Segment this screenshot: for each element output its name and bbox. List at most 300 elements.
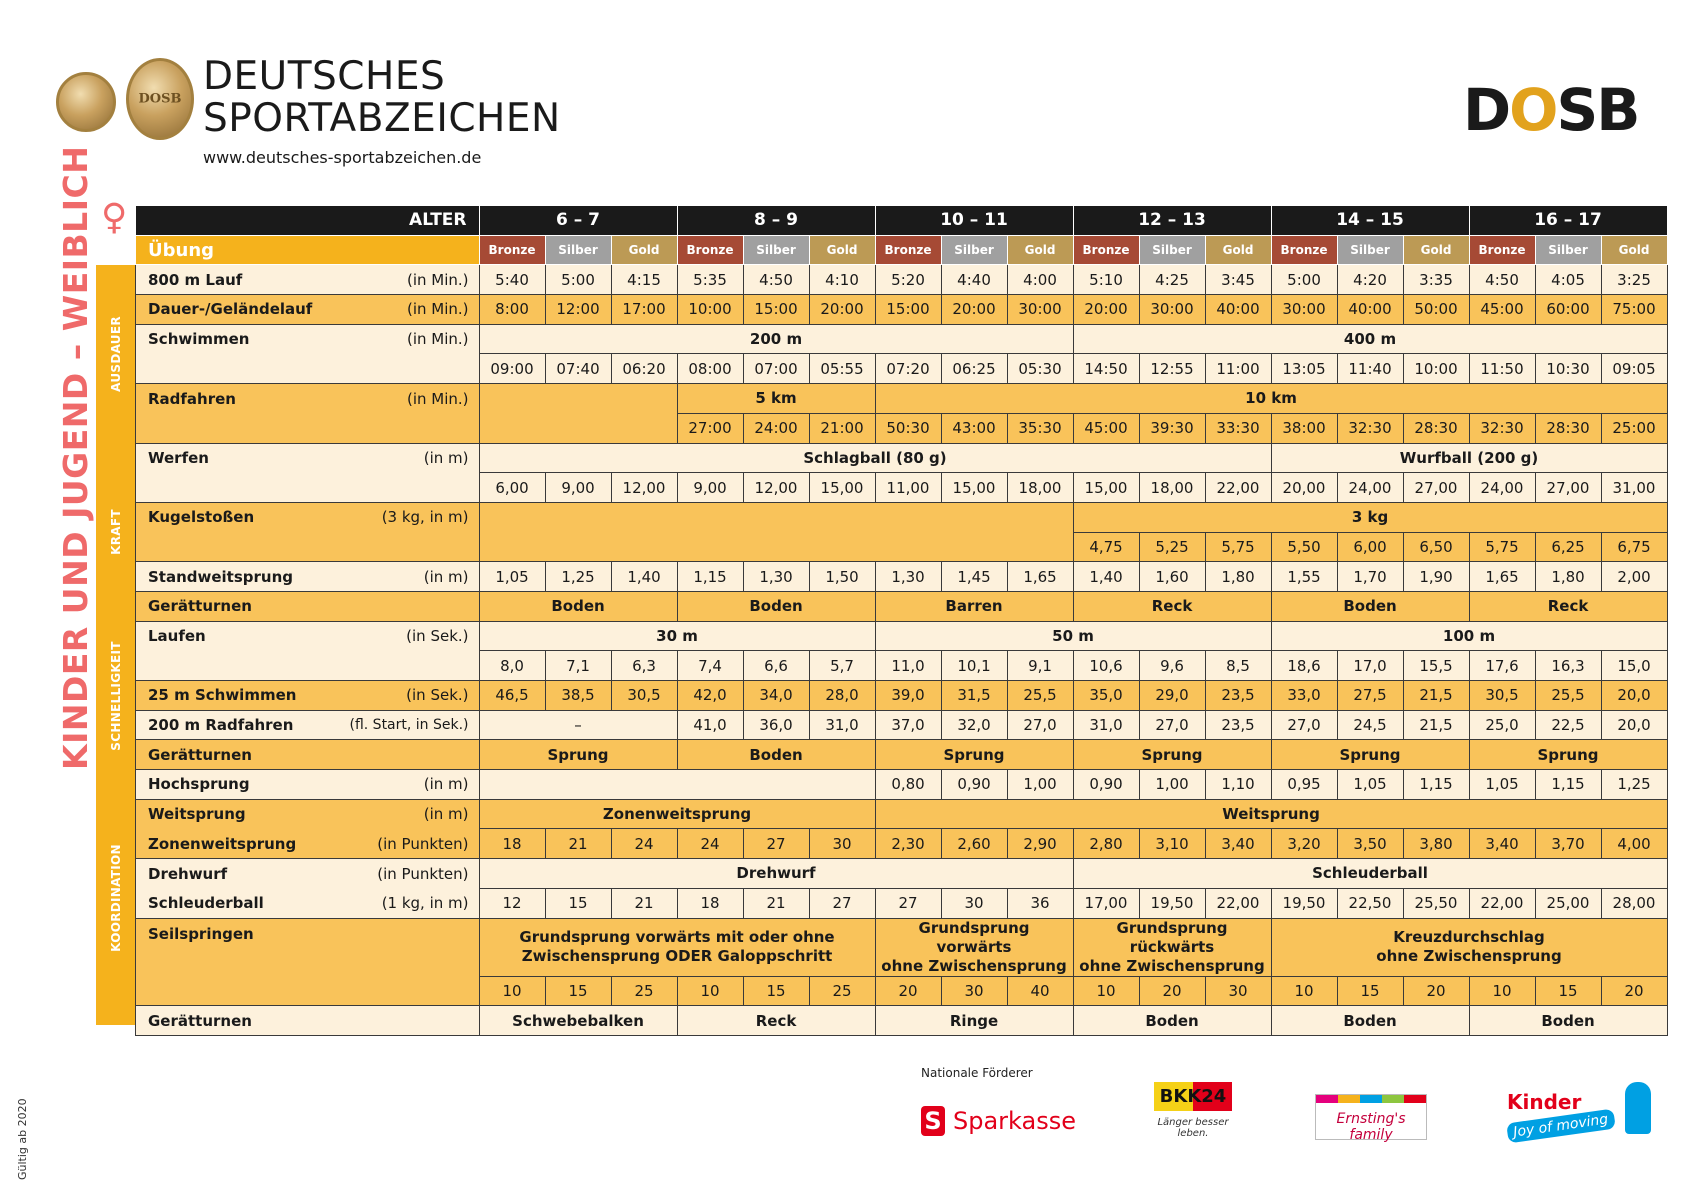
exercise-name: Radfahren [136, 384, 346, 414]
exercise-name: Weitsprung [136, 799, 346, 829]
table-row [136, 888, 1668, 918]
value-cell: 27,0 [1139, 710, 1205, 740]
value-cell: 1,00 [1139, 770, 1205, 800]
seil-label-d-line2: ohne Zwischensprung [1376, 947, 1562, 965]
seil-label-a [479, 918, 875, 976]
table-row [136, 591, 1668, 621]
apparatus-label: Boden [1271, 591, 1469, 621]
value-cell: 10 [677, 976, 743, 1006]
apparatus-label: Boden [1271, 1006, 1469, 1036]
apparatus-label: Sprung [1271, 740, 1469, 770]
value-cell: 1,50 [809, 562, 875, 592]
value-cell: 1,65 [1007, 562, 1073, 592]
table-row [136, 918, 1668, 976]
level-silber: Silber [941, 235, 1007, 265]
value-cell: 30:00 [1007, 295, 1073, 325]
value-cell: 2,90 [1007, 829, 1073, 859]
level-silber: Silber [1535, 235, 1601, 265]
value-cell: 4:15 [611, 265, 677, 295]
exercise-unit: (fl. Start, in Sek.) [346, 710, 480, 740]
table-row [136, 295, 1668, 325]
exercise-name: Schleuderball [136, 888, 346, 918]
value-cell: 24 [611, 829, 677, 859]
value-cell: 3,70 [1535, 829, 1601, 859]
value-cell: 10:30 [1535, 354, 1601, 384]
level-bronze: Bronze [479, 235, 545, 265]
value-cell: 0,80 [875, 770, 941, 800]
value-cell: 09:05 [1601, 354, 1667, 384]
value-cell: 1,05 [1337, 770, 1403, 800]
exercise-unit: (in Min.) [346, 384, 480, 414]
apparatus-label: Boden [1073, 1006, 1271, 1036]
value-cell: 25 [809, 976, 875, 1006]
value-cell: 25,50 [1403, 888, 1469, 918]
exercise-unit: (3 kg, in m) [346, 502, 480, 532]
value-cell: 30 [941, 888, 1007, 918]
table-row [136, 384, 1668, 414]
value-cell: 31,0 [1073, 710, 1139, 740]
exercise-name: Zonenweitsprung [136, 829, 346, 859]
empty-cell [346, 532, 480, 562]
level-bronze: Bronze [1469, 235, 1535, 265]
value-cell: 32,0 [941, 710, 1007, 740]
dosb-logo-d: D [1463, 76, 1510, 144]
table-row [136, 265, 1668, 295]
value-cell: 10,1 [941, 651, 1007, 681]
age-header-row [136, 206, 1668, 236]
value-cell: 6,3 [611, 651, 677, 681]
value-cell: 22,00 [1205, 888, 1271, 918]
value-cell: 21 [743, 888, 809, 918]
level-gold: Gold [1205, 235, 1271, 265]
seil-label-a-line2: Zwischensprung ODER Galoppschritt [521, 947, 833, 965]
exercise-name: Schwimmen [136, 324, 346, 354]
value-cell: 27,0 [1271, 710, 1337, 740]
value-cell: 12,00 [743, 473, 809, 503]
value-cell: 4,75 [1073, 532, 1139, 562]
category-koordination [96, 770, 135, 1025]
value-cell: 25,5 [1007, 681, 1073, 711]
value-cell: 30,5 [611, 681, 677, 711]
value-cell: 20,00 [1271, 473, 1337, 503]
kinder-logo [1507, 1090, 1615, 1141]
value-cell: 27,0 [1007, 710, 1073, 740]
value-cell: 15:00 [875, 295, 941, 325]
value-cell: 1,30 [743, 562, 809, 592]
value-cell: 9,1 [1007, 651, 1073, 681]
exercise-name: 800 m Lauf [136, 265, 346, 295]
value-cell: 18,00 [1139, 473, 1205, 503]
value-cell: 20:00 [809, 295, 875, 325]
value-cell: 30,5 [1469, 681, 1535, 711]
value-cell: 5:00 [545, 265, 611, 295]
value-cell: 8:00 [479, 295, 545, 325]
value-cell: 12,00 [611, 473, 677, 503]
value-cell: 1,80 [1535, 562, 1601, 592]
empty-cell [346, 473, 480, 503]
value-cell: 41,0 [677, 710, 743, 740]
value-cell: 3,10 [1139, 829, 1205, 859]
value-cell: 5:20 [875, 265, 941, 295]
value-cell: 12 [479, 888, 545, 918]
side-title: KINDER UND JUGEND – WEIBLICH [56, 145, 95, 770]
seil-label-c [1073, 918, 1271, 976]
value-cell: 43:00 [941, 413, 1007, 443]
value-cell: 1,30 [875, 562, 941, 592]
value-cell: 18 [479, 829, 545, 859]
value-cell: 10,6 [1073, 651, 1139, 681]
value-cell: 09:00 [479, 354, 545, 384]
discipline-label: Zonenweitsprung [479, 799, 875, 829]
apparatus-label: Boden [1469, 1006, 1667, 1036]
empty-cell [136, 532, 346, 562]
value-cell: 17,6 [1469, 651, 1535, 681]
table-row [136, 502, 1668, 532]
seil-label-c-line2: ohne Zwischensprung [1079, 956, 1265, 975]
value-cell: 1,65 [1469, 562, 1535, 592]
discipline-label: Schleuderball [1073, 859, 1667, 889]
value-cell: 50:30 [875, 413, 941, 443]
value-cell: 15,00 [809, 473, 875, 503]
table-row [136, 681, 1668, 711]
table-row [136, 799, 1668, 829]
empty-cell [346, 918, 480, 976]
value-cell: 4:50 [1469, 265, 1535, 295]
exercise-unit: (in Sek.) [346, 621, 480, 651]
value-cell: 22,50 [1337, 888, 1403, 918]
value-cell: 15 [1535, 976, 1601, 1006]
value-cell: 13:05 [1271, 354, 1337, 384]
value-cell: 15:00 [743, 295, 809, 325]
value-cell: 4:40 [941, 265, 1007, 295]
value-cell: 06:25 [941, 354, 1007, 384]
age-group-header: 8 – 9 [677, 206, 875, 236]
runner-figure-icon [1625, 1082, 1651, 1134]
table-row [136, 562, 1668, 592]
category-schnelligkeit [96, 621, 135, 770]
apparatus-label: Reck [677, 1006, 875, 1036]
level-bronze: Bronze [1271, 235, 1337, 265]
age-group-header: 12 – 13 [1073, 206, 1271, 236]
discipline-label: Drehwurf [479, 859, 1073, 889]
age-group-header: 14 – 15 [1271, 206, 1469, 236]
value-cell: 17,00 [1073, 888, 1139, 918]
value-cell: 1,00 [1007, 770, 1073, 800]
ernstings-color-bar [1316, 1095, 1426, 1103]
distance-label: 200 m [479, 324, 1073, 354]
seil-label-a-line1: Grundsprung vorwärts mit oder ohne [519, 928, 835, 946]
sparkasse-logo [921, 1106, 1076, 1136]
value-cell: 30:00 [1271, 295, 1337, 325]
exercise-unit: (in Min.) [346, 265, 480, 295]
value-cell: 05:30 [1007, 354, 1073, 384]
value-cell: 22,5 [1535, 710, 1601, 740]
exercise-name: 200 m Radfahren [136, 710, 346, 740]
value-cell: 3,50 [1337, 829, 1403, 859]
sparkasse-icon: S [921, 1106, 945, 1136]
exercise-unit: (in m) [346, 799, 480, 829]
level-gold: Gold [611, 235, 677, 265]
empty-cell [346, 354, 480, 384]
table-row [136, 621, 1668, 651]
level-silber: Silber [545, 235, 611, 265]
female-icon: ♀ [101, 197, 128, 238]
seil-label-b-line2: ohne Zwischensprung [881, 956, 1067, 975]
value-cell: 20 [1139, 976, 1205, 1006]
value-cell: 4:00 [1007, 265, 1073, 295]
value-cell: 18,6 [1271, 651, 1337, 681]
value-cell: 1,90 [1403, 562, 1469, 592]
empty-cell [136, 354, 346, 384]
empty-cell [136, 651, 346, 681]
value-cell: 20 [1601, 976, 1667, 1006]
value-cell: 9,00 [677, 473, 743, 503]
value-cell: 35:30 [1007, 413, 1073, 443]
exercise-name: Drehwurf [136, 859, 346, 889]
value-cell: 39:30 [1139, 413, 1205, 443]
value-cell: 4:05 [1535, 265, 1601, 295]
value-cell: 11,0 [875, 651, 941, 681]
value-cell: 37,0 [875, 710, 941, 740]
alter-label: ALTER [136, 206, 480, 236]
value-cell: 36 [1007, 888, 1073, 918]
value-cell: 5:40 [479, 265, 545, 295]
exercise-unit: (in m) [346, 443, 480, 473]
value-cell: 21 [545, 829, 611, 859]
value-cell: 6,50 [1403, 532, 1469, 562]
apparatus-label: Ringe [875, 1006, 1073, 1036]
value-cell: 9,6 [1139, 651, 1205, 681]
table-row [136, 1006, 1668, 1036]
value-cell: 20:00 [941, 295, 1007, 325]
value-cell: 7,1 [545, 651, 611, 681]
value-cell: 36,0 [743, 710, 809, 740]
sport-medal-icon [56, 72, 116, 132]
exercise-unit: (in Min.) [346, 295, 480, 325]
distance-label: 5 km [677, 384, 875, 414]
exercise-name: Kugelstoßen [136, 502, 346, 532]
value-cell: 16,3 [1535, 651, 1601, 681]
apparatus-label: Sprung [875, 740, 1073, 770]
ernstings-logo [1315, 1094, 1427, 1143]
exercise-unit: (in m) [346, 562, 480, 592]
category-kraft [96, 443, 135, 621]
dosb-logo-sb: SB [1556, 76, 1639, 144]
value-cell: 07:00 [743, 354, 809, 384]
value-cell: 27 [743, 829, 809, 859]
age-group-header: 10 – 11 [875, 206, 1073, 236]
value-cell: 4:25 [1139, 265, 1205, 295]
value-cell: 27,00 [1403, 473, 1469, 503]
apparatus-label: Boden [677, 591, 875, 621]
value-cell: 1,05 [479, 562, 545, 592]
seil-label-d-line1: Kreuzdurchschlag [1393, 928, 1545, 946]
value-cell: 5,75 [1205, 532, 1271, 562]
level-silber: Silber [1139, 235, 1205, 265]
value-cell: 17,0 [1337, 651, 1403, 681]
value-cell: 45:00 [1469, 295, 1535, 325]
sparkasse-text: Sparkasse [953, 1107, 1076, 1135]
value-cell: 4:50 [743, 265, 809, 295]
kinder-text: Kinder [1507, 1090, 1582, 1114]
value-cell: 27 [875, 888, 941, 918]
value-cell: 40:00 [1337, 295, 1403, 325]
exercise-name: Dauer-/Geländelauf [136, 295, 346, 325]
bkk24-slogan: Länger besser leben. [1157, 1117, 1229, 1139]
value-cell: 6,25 [1535, 532, 1601, 562]
table-row [136, 324, 1668, 354]
exercise-name: Werfen [136, 443, 346, 473]
value-cell: 10 [1469, 976, 1535, 1006]
value-cell: 3,40 [1205, 829, 1271, 859]
exercise-name: Gerätturnen [136, 1006, 480, 1036]
dosb-logo [1463, 76, 1638, 144]
distance-label: 100 m [1271, 621, 1667, 651]
seil-label-c-line1: Grundsprung rückwärts [1116, 918, 1228, 956]
table-row [136, 473, 1668, 503]
value-cell: 5:35 [677, 265, 743, 295]
level-bronze: Bronze [677, 235, 743, 265]
value-cell: 6,00 [1337, 532, 1403, 562]
value-cell: 21,5 [1403, 710, 1469, 740]
value-cell: 12:00 [545, 295, 611, 325]
medal-text: DOSB [138, 91, 182, 107]
apparatus-label: Reck [1469, 591, 1667, 621]
table-row [136, 976, 1668, 1006]
value-cell: 45:00 [1073, 413, 1139, 443]
table-row [136, 443, 1668, 473]
value-cell: 42,0 [677, 681, 743, 711]
value-cell: 10 [1271, 976, 1337, 1006]
value-cell: 6,00 [479, 473, 545, 503]
category-kraft-label: KRAFT [108, 509, 123, 555]
value-cell: 10 [1073, 976, 1139, 1006]
table-row [136, 651, 1668, 681]
value-cell: 1,15 [1535, 770, 1601, 800]
value-cell: 25,5 [1535, 681, 1601, 711]
value-cell: 20,0 [1601, 681, 1667, 711]
value-cell: 18,00 [1007, 473, 1073, 503]
dash-cell: – [479, 710, 677, 740]
apparatus-label: Barren [875, 591, 1073, 621]
category-ausdauer [96, 265, 135, 443]
exercise-name: Hochsprung [136, 770, 346, 800]
empty-cell [136, 473, 346, 503]
value-cell: 34,0 [743, 681, 809, 711]
value-cell: 1,05 [1469, 770, 1535, 800]
exercise-unit: (in Punkten) [346, 859, 480, 889]
exercise-name: Seilspringen [136, 918, 346, 976]
value-cell: 5,50 [1271, 532, 1337, 562]
distance-label: 400 m [1073, 324, 1667, 354]
value-cell: 08:00 [677, 354, 743, 384]
value-cell: 3:35 [1403, 265, 1469, 295]
distance-label: Schlagball (80 g) [479, 443, 1271, 473]
value-cell: 24,00 [1337, 473, 1403, 503]
brand-line-2: SPORTABZEICHEN [203, 96, 561, 141]
value-cell: 21:00 [809, 413, 875, 443]
value-cell: 1,15 [677, 562, 743, 592]
value-cell: 20 [1403, 976, 1469, 1006]
value-cell: 5,25 [1139, 532, 1205, 562]
value-cell: 5,75 [1469, 532, 1535, 562]
value-cell: 24,00 [1469, 473, 1535, 503]
value-cell: 40:00 [1205, 295, 1271, 325]
value-cell: 27,00 [1535, 473, 1601, 503]
seil-label-b [875, 918, 1073, 976]
value-cell: 1,25 [545, 562, 611, 592]
exercise-name: Gerätturnen [136, 740, 480, 770]
dosb-logo-o: O [1509, 76, 1557, 144]
seil-label-d [1271, 918, 1667, 976]
table-row [136, 740, 1668, 770]
value-cell: 1,40 [1073, 562, 1139, 592]
value-cell: 33:30 [1205, 413, 1271, 443]
level-gold: Gold [1007, 235, 1073, 265]
apparatus-label: Boden [479, 591, 677, 621]
kinder-slogan: Joy of moving [1506, 1109, 1615, 1144]
category-schnelligkeit-label: SCHNELLIGKEIT [108, 640, 123, 751]
value-cell: 27:00 [677, 413, 743, 443]
value-cell: 38,5 [545, 681, 611, 711]
value-cell: 22,00 [1205, 473, 1271, 503]
value-cell: 1,25 [1601, 770, 1667, 800]
value-cell: 32:30 [1469, 413, 1535, 443]
value-cell: 28:30 [1403, 413, 1469, 443]
value-cell: 10:00 [677, 295, 743, 325]
value-cell: 23,5 [1205, 681, 1271, 711]
value-cell: 1,55 [1271, 562, 1337, 592]
empty-cell [346, 413, 480, 443]
empty-cell [346, 651, 480, 681]
value-cell: 3:25 [1601, 265, 1667, 295]
value-cell: 11:00 [1205, 354, 1271, 384]
brand-url[interactable]: www.deutsches-sportabzeichen.de [203, 148, 482, 167]
value-cell: 07:20 [875, 354, 941, 384]
empty-cell [479, 384, 677, 443]
value-cell: 17:00 [611, 295, 677, 325]
table-row [136, 859, 1668, 889]
level-gold: Gold [1601, 235, 1667, 265]
value-cell: 3,40 [1469, 829, 1535, 859]
value-cell: 3:45 [1205, 265, 1271, 295]
value-cell: 2,00 [1601, 562, 1667, 592]
value-cell: 25,00 [1535, 888, 1601, 918]
value-cell: 06:20 [611, 354, 677, 384]
exercise-unit: (1 kg, in m) [346, 888, 480, 918]
value-cell: 5:00 [1271, 265, 1337, 295]
distance-label: 10 km [875, 384, 1667, 414]
value-cell: 2,30 [875, 829, 941, 859]
value-cell: 18 [677, 888, 743, 918]
value-cell: 40 [1007, 976, 1073, 1006]
value-cell: 2,80 [1073, 829, 1139, 859]
value-cell: 15 [743, 976, 809, 1006]
table-row [136, 770, 1668, 800]
value-cell: 30 [809, 829, 875, 859]
exercise-unit: (in Min.) [346, 324, 480, 354]
value-cell: 28:30 [1535, 413, 1601, 443]
exercise-name: 25 m Schwimmen [136, 681, 346, 711]
exercise-name: Gerätturnen [136, 591, 480, 621]
level-bronze: Bronze [875, 235, 941, 265]
value-cell: 10 [479, 976, 545, 1006]
age-group-header: 16 – 17 [1469, 206, 1667, 236]
apparatus-label: Sprung [1073, 740, 1271, 770]
value-cell: 15,00 [1073, 473, 1139, 503]
value-cell: 6,6 [743, 651, 809, 681]
empty-cell [136, 976, 346, 1006]
